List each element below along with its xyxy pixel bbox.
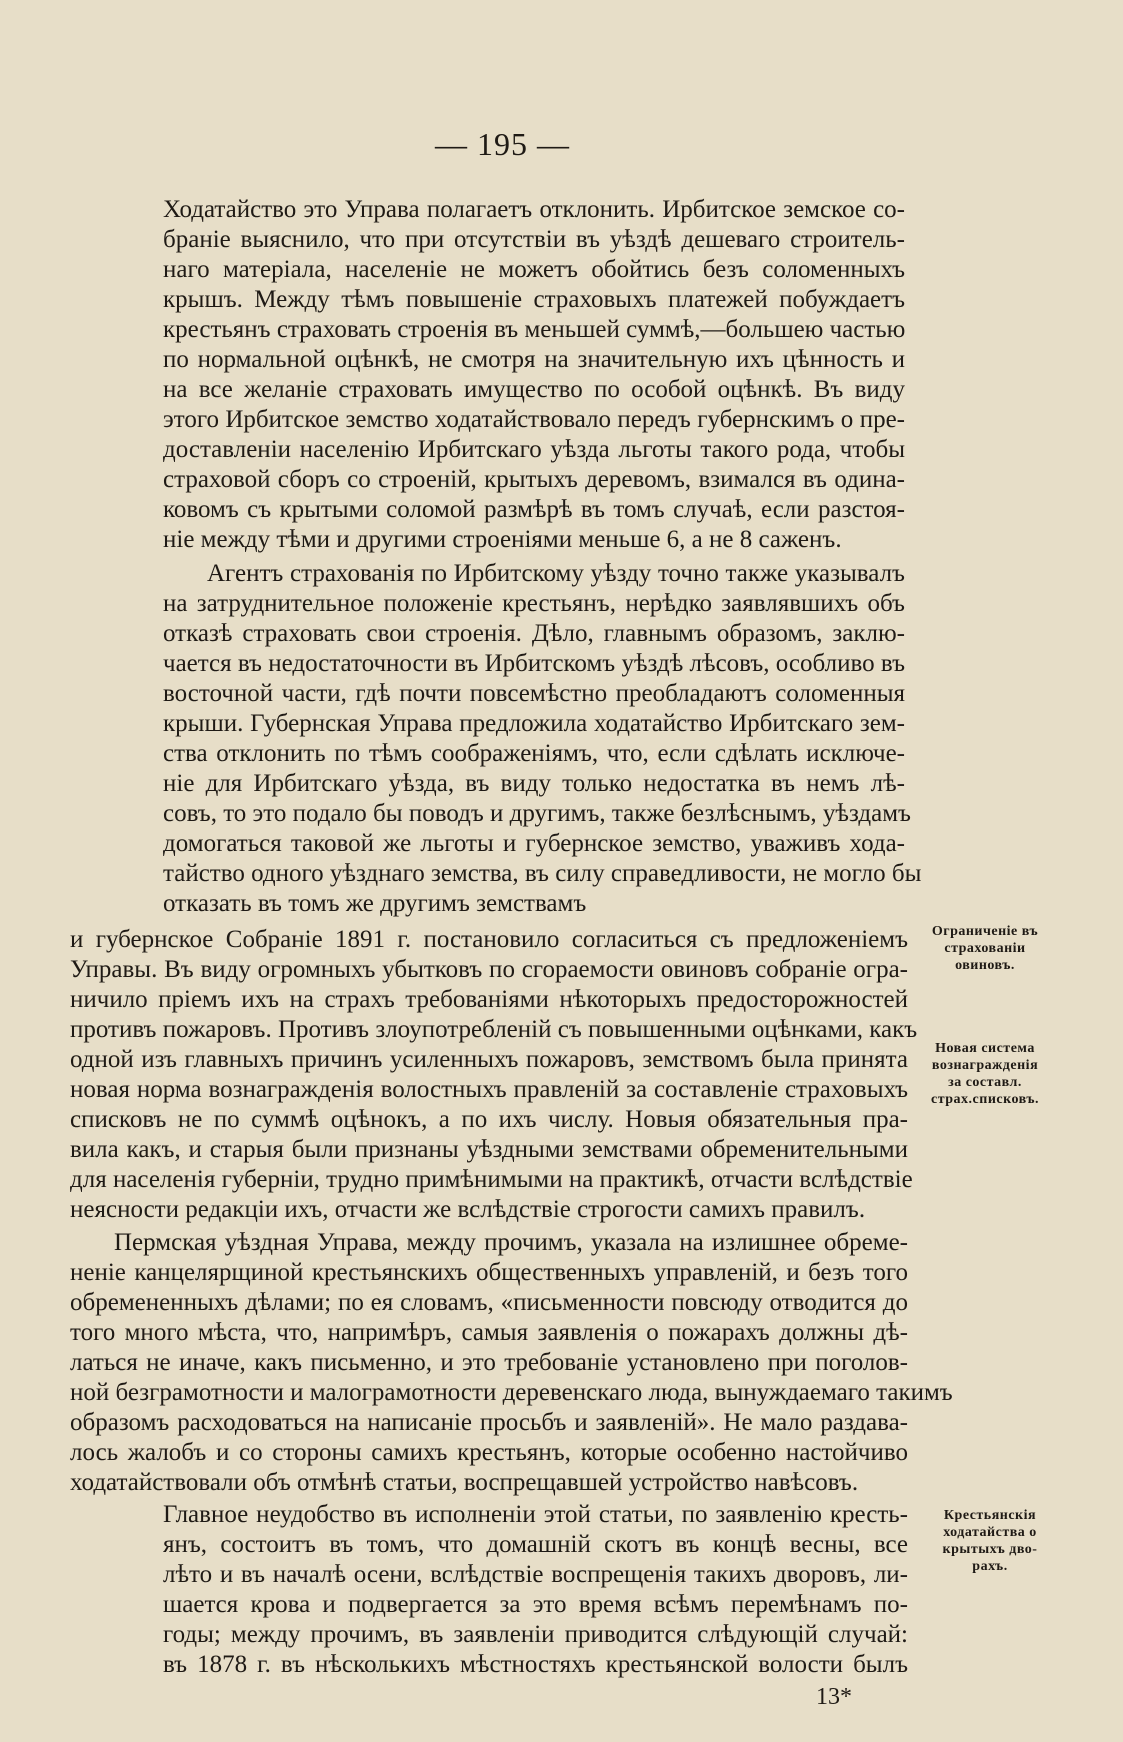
text-line: отказѣ страховать свои строенія. Дѣло, главнымъ образомъ, заклю- xyxy=(163,620,905,647)
text-line: обремененныхъ дѣлами; по ея словамъ, «письменности повсюду отводится до xyxy=(70,1289,908,1316)
text-line: вила какъ, и старыя были признаны уѣздными земствами обременительными xyxy=(70,1136,908,1163)
text-line: списковъ не по суммѣ оцѣнокъ, а по ихъ числу. Новыя обязательныя пра- xyxy=(70,1106,908,1133)
text-line: латься не иначе, какъ письменно, и это требованіе установлено при поголов- xyxy=(70,1349,908,1376)
text-line: ніе между тѣми и другими строеніями меньше 6, а не 8 саженъ. xyxy=(163,526,842,553)
text-line: отказать въ томъ же другимъ земствамъ xyxy=(163,890,587,917)
text-line: неніе канцелярщиной крестьянскихъ общественныхъ управленій, и безъ того xyxy=(70,1259,908,1286)
text-line: Ходатайство это Управа полагаетъ отклонить. Ирбитское земское со- xyxy=(163,196,905,223)
text-line: крестьянъ страховать строенія въ меньшей суммѣ,—большею частью xyxy=(163,316,906,343)
margin-note-line: крытыхъ дво- xyxy=(942,1542,1038,1557)
text-line: для населенія губерніи, трудно примѣнимыми на практикѣ, отчасти вслѣдствіе xyxy=(70,1166,913,1193)
text-line: и губернское Собраніе 1891 г. постановило согласиться съ предложеніемъ xyxy=(70,926,908,953)
text-line: лось жалобъ и со стороны самихъ крестьянъ, которые особенно настойчиво xyxy=(70,1439,908,1466)
text-line: Пермская уѣздная Управа, между прочимъ, указала на излишнее обреме- xyxy=(114,1229,908,1256)
text-line: новая норма вознагражденія волостныхъ правленій за составленіе страховыхъ xyxy=(70,1076,908,1103)
margin-note-line: ходатайства о xyxy=(943,1525,1037,1540)
text-line: ніе для Ирбитскаго уѣзда, въ виду только недостатка въ немъ лѣ- xyxy=(163,770,905,797)
text-line: на затруднительное положеніе крестьянъ, нерѣдко заявлявшихъ объ xyxy=(163,590,905,617)
margin-note-line: вознагражденія xyxy=(931,1058,1039,1073)
text-line: ничило пріемъ ихъ на страхъ требованіями нѣкоторыхъ предосторожностей xyxy=(70,986,908,1013)
text-line: лѣто и въ началѣ осени, вслѣдствіе воспрещенія такихъ дворовъ, ли- xyxy=(163,1561,908,1588)
text-line: одной изъ главныхъ причинъ усиленныхъ пожаровъ, земствомъ была принята xyxy=(70,1046,908,1073)
margin-note-line: Крестьянскія xyxy=(943,1508,1037,1523)
text-line: крышъ. Между тѣмъ повышеніе страховыхъ платежей побуждаетъ xyxy=(163,286,905,313)
margin-note-line: за составл. xyxy=(948,1075,1022,1090)
margin-note-line: рахъ. xyxy=(972,1559,1008,1574)
signature-mark: 13* xyxy=(816,1684,852,1710)
text-line: восточной части, гдѣ почти повсемѣстно преобладаютъ соломенныя xyxy=(163,680,905,707)
text-line: янъ, состоитъ въ томъ, что домашній скотъ въ концѣ весны, все xyxy=(163,1531,908,1558)
text-line: неясности редакціи ихъ, отчасти же вслѣдствіе строгости самихъ правилъ. xyxy=(70,1196,866,1223)
text-line: Управы. Въ виду огромныхъ убытковъ по сгораемости овиновъ собраніе огра- xyxy=(70,956,908,983)
text-line: Главное неудобство въ исполненіи этой статьи, по заявленію кресть- xyxy=(163,1501,908,1528)
text-line: годы; между прочимъ, въ заявленіи приводится слѣдующій случай: xyxy=(163,1621,908,1648)
text-line: ходатайствовали объ отмѣнѣ статьи, воспрещавшей устройство навѣсовъ. xyxy=(70,1469,859,1496)
text-line: шается крова и подвергается за это время всѣмъ перемѣнамъ по- xyxy=(163,1591,908,1618)
text-line: браніе выяснило, что при отсутствіи въ уѣздѣ дешеваго строитель- xyxy=(163,226,905,253)
text-line: образомъ расходоваться на написаніе просьбъ и заявленій». Не мало раздава- xyxy=(70,1409,908,1436)
text-line: ства отклонить по тѣмъ соображеніямъ, что, если сдѣлать исключе- xyxy=(163,740,905,767)
text-line: въ 1878 г. въ нѣсколькихъ мѣстностяхъ крестьянской волости былъ xyxy=(163,1651,908,1678)
text-line: доставленіи населенію Ирбитскаго уѣзда льготы такого рода, чтобы xyxy=(163,436,905,463)
text-line: крыши. Губернская Управа предложила ходатайство Ирбитскаго зем- xyxy=(163,710,905,737)
margin-note-line: страх.списковъ. xyxy=(930,1092,1039,1107)
text-line: по нормальной оцѣнкѣ, не смотря на значительную ихъ цѣнность и xyxy=(163,346,905,373)
text-line: того много мѣста, что, напримѣръ, самыя заявленія о пожарахъ должны дѣ- xyxy=(70,1319,908,1346)
text-line: ковомъ съ крытыми соломой размѣрѣ въ томъ случаѣ, если разстоя- xyxy=(163,496,905,523)
text-line: на все желаніе страховать имущество по особой оцѣнкѣ. Въ виду xyxy=(163,376,905,403)
text-line: чается въ недостаточности въ Ирбитскомъ уѣздѣ лѣсовъ, особливо въ xyxy=(163,650,905,677)
text-line: противъ пожаровъ. Противъ злоупотребленій съ повышенными оцѣнками, какъ xyxy=(70,1016,918,1043)
margin-note-line: страхованіи xyxy=(944,941,1026,956)
page-number: — 195 — xyxy=(435,126,570,162)
text-line: совъ, то это подало бы поводъ и другимъ, также безлѣснымъ, уѣздамъ xyxy=(163,800,911,827)
text-line: этого Ирбитское земство ходатайствовало передъ губернскимъ о пре- xyxy=(163,406,905,433)
margin-note-line: Ограниченіе въ xyxy=(931,924,1039,939)
text-line: домогаться таковой же льготы и губернское земство, уваживъ хода- xyxy=(163,830,905,857)
text-line: тайство одного уѣзднаго земства, въ силу справедливости, не могло бы xyxy=(163,860,922,887)
text-line: наго матеріала, населеніе не можетъ обойтись безъ соломенныхъ xyxy=(163,256,905,283)
text-line: ной безграмотности и малограмотности деревенскаго люда, вынуждаемаго такимъ xyxy=(70,1379,953,1406)
text-line: Агентъ страхованія по Ирбитскому уѣзду точно также указывалъ xyxy=(207,560,905,587)
margin-note-line: Новая система xyxy=(935,1041,1035,1056)
margin-note-line: овиновъ. xyxy=(955,958,1015,973)
text-line: страховой сборъ со строеній, крытыхъ деревомъ, взимался въ одина- xyxy=(163,466,905,493)
